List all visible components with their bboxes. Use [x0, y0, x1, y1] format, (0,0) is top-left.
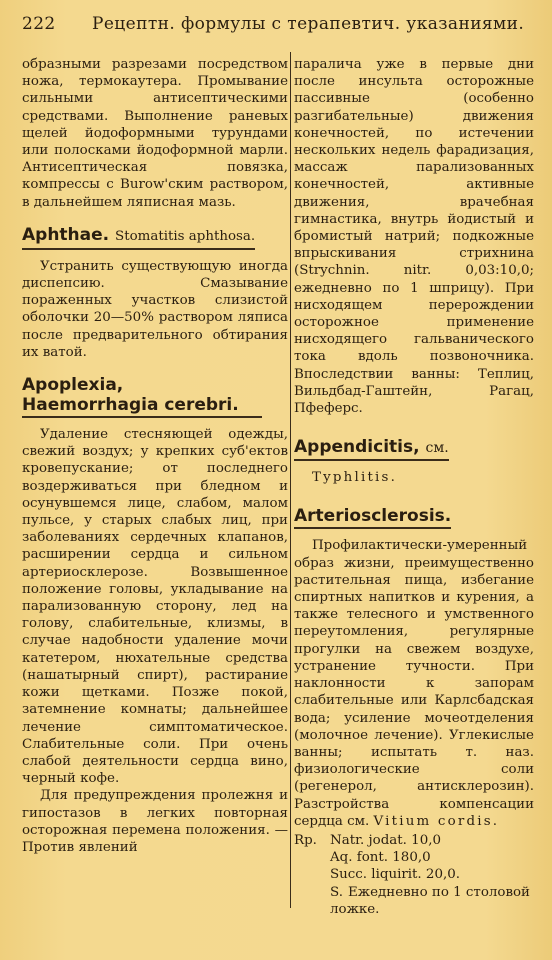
recipe-ingredient-1: Natr. jodat. 10,0 — [330, 832, 442, 848]
recipe-line-4 — [294, 884, 534, 918]
aphthae-title: Aphthae. — [22, 224, 110, 245]
typhlitis-link: Typhlitis. — [312, 470, 398, 486]
left-column — [22, 56, 288, 856]
recipe-line-3: Succ. liquirit. 20,0. — [330, 867, 461, 883]
arteriosclerosis-heading: Arteriosclerosis. — [294, 506, 451, 529]
recipe-line-1 — [294, 832, 534, 849]
apoplexia-paragraph-2: Для предупреждения пролежня и гипостазов в легких повторная осторожная перемена положения. — Против явлений — [22, 788, 288, 855]
appendicitis-heading — [294, 437, 449, 461]
appendicitis-title: Appendicitis, — [294, 437, 420, 458]
apoplexia-paragraph-1: Удаление стесняющей одежды, свежий воздух; у крепких суб'ектов кровепускание; от последнего воздерживаться при бледном и осунувшемся лице, слабом, малом пульсе, у старых слабых лиц, при заболеваниях сердечных клапанов, расширении сердца и сильном артериосклерозе. Возвышенное положение головы, укладывание на парализованную сторону, лед на голову, слабительные, клизмы, в случае надобности удаление мочи катетером, нюхательные средства (нашатырный спирт), растирание кожи щетками. Позже покой, затемнение комнаты; дальнейшее лечение симптоматическое. Слабительные соли. При очень слабой деятельности сердца вино, черный кофе. — [22, 427, 288, 787]
apoplexia-continuation: паралича уже в первые дни после инсульта осторожные пассивные (особенно разгибательные) движения конечностей, по истечении нескольких недель фарадизация, массаж парализованных конечностей, активные движения, врачебная гимнастика, внутрь йодистый и бромистый натрий; подкожные впрыскивания стрихнина (Strychnin. nitr. 0,03:10,0; ежедневно по 1 шприцу). При нисходящем перерождении осторожное применение нисходящего гальванического тока вдоль позвоночника. Впоследствии ванны: Теплиц, Вильдбад-Гаштейн, Рагац, Пфеферс. — [294, 57, 534, 417]
arteriosclerosis-body: Профилактически-умеренный образ жизни, преимущественно растительная пища, избегание спиртных напитков и курения, а также телесного и умственного переутомления, регулярные прогулки на свежем воздухе, устранение тучности. При наклонности к запорам слабительные или Карлсбадская вода; усиление мочеотделения (молочное лечение). Углекислые ванны; испытать т. наз. физиологические соли (регенерол, антисклерозин). Разстройства компенсации сердца см. — [294, 538, 534, 829]
aphthae-heading — [22, 225, 255, 250]
running-title: Рецептн. формулы с терапевтич. указаниями. — [92, 14, 525, 34]
right-column — [294, 56, 534, 918]
vitium-cordis-link: Vitium cordis. — [373, 813, 500, 829]
page-number: 222 — [22, 14, 56, 34]
recipe-block — [294, 832, 534, 918]
intro-paragraph: образными разрезами посредством ножа, термокаутера. Промывание сильными антисептическими средствами. Выполнение раневых щелей йодоформными турундами или полосками йодоформной марли. Антисептическая повязка, компрессы с Burow'ским раствором, в дальнейшем ляписная мазь. — [22, 57, 288, 210]
appendicitis-see: см. — [425, 440, 449, 457]
aphthae-subtitle: Stomatitis aphthosa. — [115, 228, 256, 244]
aphthae-text: Устранить существующую иногда диспепсию. Смазывание пораженных участков слизистой оболочки 20—50% раствором ляписа после предварительного обтирания их ватой. — [22, 258, 288, 360]
arteriosclerosis-text — [294, 537, 534, 829]
page-header — [22, 14, 532, 38]
apoplexia-heading: Apoplexia, Haemorrhagia cerebri. — [22, 375, 262, 418]
recipe-s-label: S. — [330, 884, 343, 900]
recipe-signa: Ежедневно по 1 столовой ложке. — [330, 884, 530, 917]
column-divider — [290, 52, 291, 908]
recipe-rp-label: Rp. — [294, 832, 317, 848]
appendicitis-reference — [294, 469, 534, 486]
recipe-line-2: Aq. font. 180,0 — [330, 850, 431, 866]
